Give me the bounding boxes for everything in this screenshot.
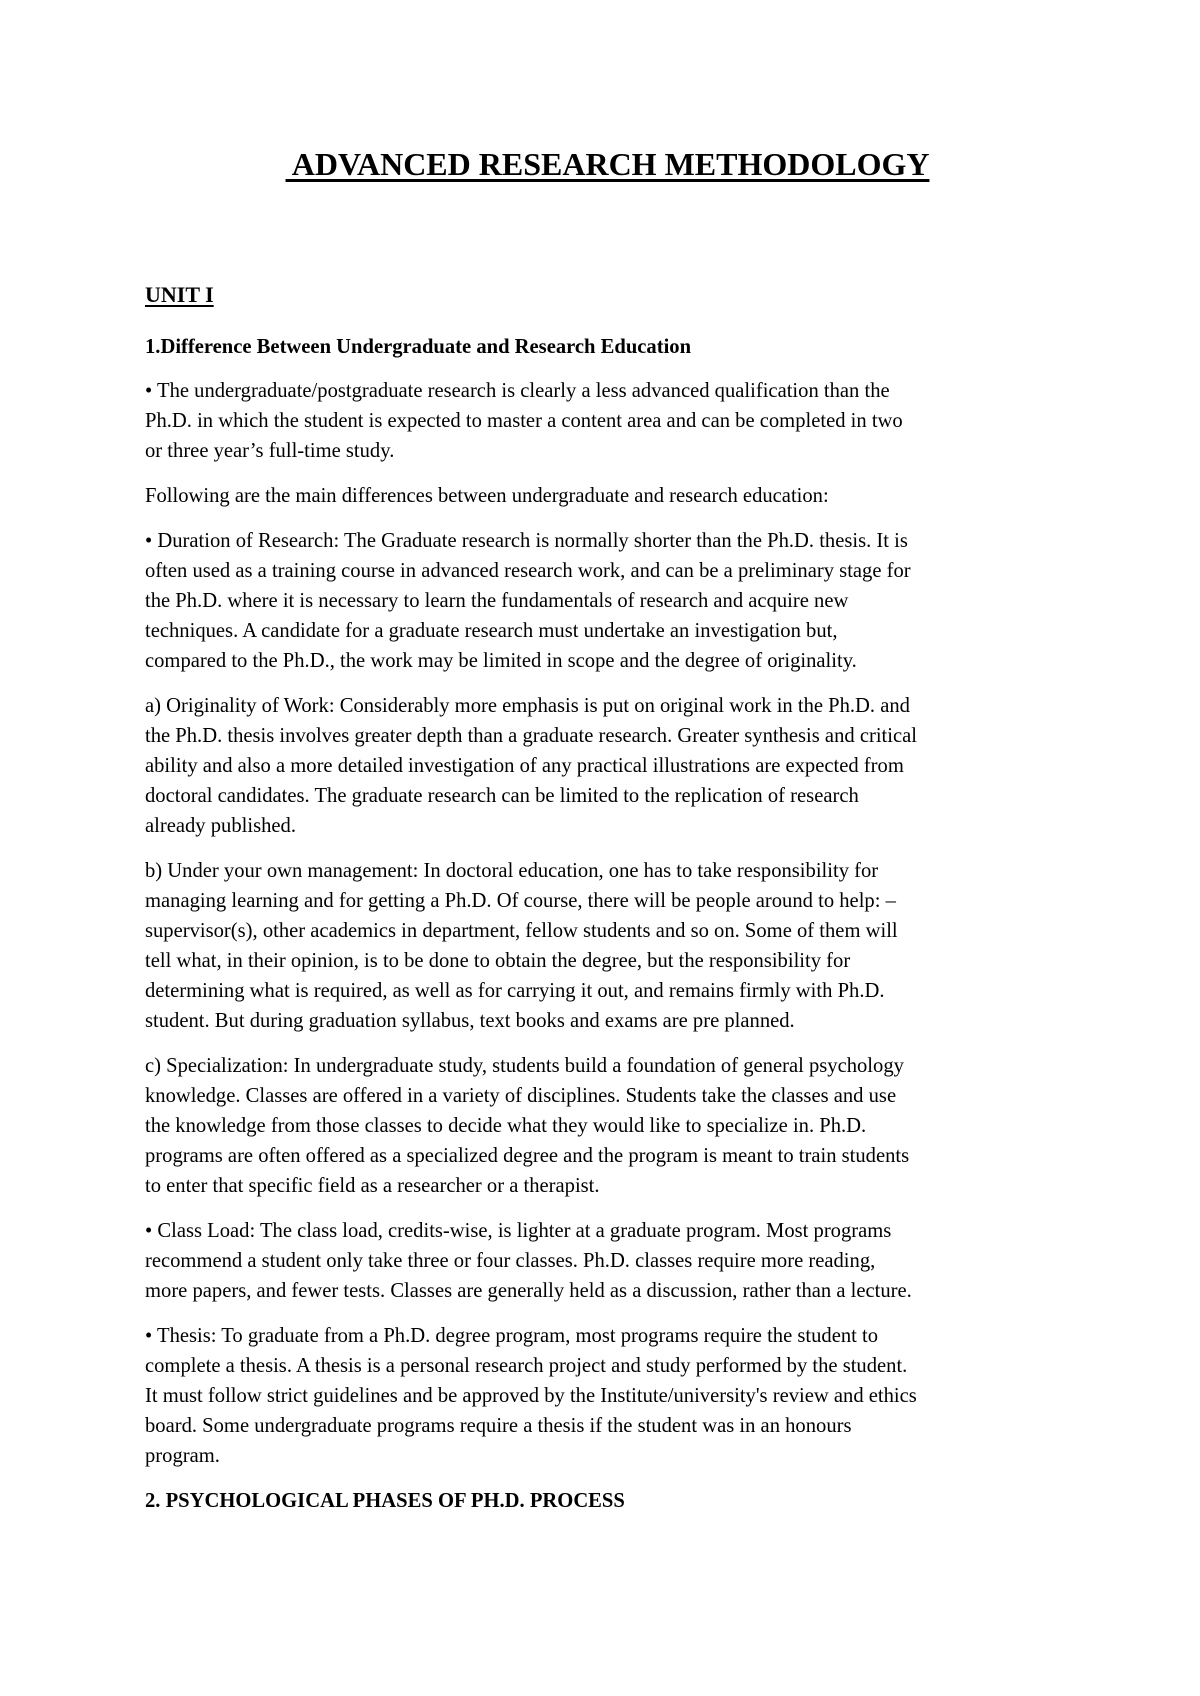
- unit-heading: UNIT I: [145, 282, 214, 307]
- document-title: ADVANCED RESEARCH METHODOLOGY: [285, 146, 930, 182]
- paragraph-line: the knowledge from those classes to decide what they would like to specialize in. Ph.D.: [145, 1115, 867, 1137]
- paragraph-line: more papers, and fewer tests. Classes are generally held as a discussion, rather than a lecture.: [145, 1280, 912, 1302]
- paragraph-line: • Class Load: The class load, credits-wise, is lighter at a graduate program. Most programs: [145, 1220, 892, 1242]
- paragraph-line: programs are often offered as a specialized degree and the program is meant to train students: [145, 1145, 910, 1167]
- paragraph-line: the Ph.D. where it is necessary to learn the fundamentals of research and acquire new: [145, 590, 849, 612]
- paragraph-line: Ph.D. in which the student is expected to master a content area and can be completed in two: [145, 410, 903, 432]
- paragraph-line: often used as a training course in advanced research work, and can be a preliminary stage for: [145, 560, 911, 582]
- paragraph-management: [145, 856, 1070, 1036]
- paragraph-line: c) Specialization: In undergraduate study, students build a foundation of general psychology: [145, 1055, 904, 1077]
- paragraph-line: ability and also a more detailed investigation of any practical illustrations are expected from: [145, 755, 904, 777]
- paragraph-line: the Ph.D. thesis involves greater depth than a graduate research. Greater synthesis and critical: [145, 725, 917, 747]
- paragraph-differences-intro: [145, 481, 1070, 511]
- paragraph-thesis: [145, 1321, 1070, 1471]
- paragraph-specialization: [145, 1051, 1070, 1201]
- paragraph-line: managing learning and for getting a Ph.D. Of course, there will be people around to help: –: [145, 890, 896, 912]
- paragraph-originality: [145, 691, 1070, 841]
- paragraph-line: doctoral candidates. The graduate research can be limited to the replication of research: [145, 785, 859, 807]
- paragraph-line: board. Some undergraduate programs require a thesis if the student was in an honours: [145, 1415, 852, 1437]
- paragraph-line: It must follow strict guidelines and be approved by the Institute/university's review and ethics: [145, 1385, 917, 1407]
- paragraph-line: • The undergraduate/postgraduate research is clearly a less advanced qualification than the: [145, 380, 890, 402]
- paragraph-line: tell what, in their opinion, is to be done to obtain the degree, but the responsibility for: [145, 950, 851, 972]
- paragraph-line: compared to the Ph.D., the work may be limited in scope and the degree of originality.: [145, 650, 857, 672]
- paragraph-duration: [145, 526, 1070, 676]
- paragraph-line: program.: [145, 1445, 220, 1467]
- paragraph-line: or three year’s full-time study.: [145, 440, 395, 462]
- paragraph-line: techniques. A candidate for a graduate research must undertake an investigation but,: [145, 620, 838, 642]
- paragraph-line: recommend a student only take three or four classes. Ph.D. classes require more reading,: [145, 1250, 876, 1272]
- paragraph-line: supervisor(s), other academics in department, fellow students and so on. Some of them will: [145, 920, 898, 942]
- paragraph-line: • Duration of Research: The Graduate research is normally shorter than the Ph.D. thesis. It is: [145, 530, 908, 552]
- paragraph-line: a) Originality of Work: Considerably more emphasis is put on original work in the Ph.D. and: [145, 695, 910, 717]
- paragraph-line: • Thesis: To graduate from a Ph.D. degree program, most programs require the student to: [145, 1325, 879, 1347]
- paragraph-line: knowledge. Classes are offered in a variety of disciplines. Students take the classes and use: [145, 1085, 897, 1107]
- paragraph-line: student. But during graduation syllabus, text books and exams are pre planned.: [145, 1010, 795, 1032]
- section-1-heading: 1.Difference Between Undergraduate and Research Education: [145, 336, 692, 358]
- paragraph-line: Following are the main differences between undergraduate and research education:: [145, 485, 829, 507]
- document-body: [145, 332, 1070, 1530]
- section-2-heading: 2. PSYCHOLOGICAL PHASES OF PH.D. PROCESS: [145, 1490, 625, 1512]
- paragraph-line: b) Under your own management: In doctoral education, one has to take responsibility for: [145, 860, 879, 882]
- paragraph-line: determining what is required, as well as for carrying it out, and remains firmly with Ph.D.: [145, 980, 885, 1002]
- paragraph-line: complete a thesis. A thesis is a personal research project and study performed by the student.: [145, 1355, 908, 1377]
- paragraph-intro: [145, 376, 1070, 466]
- paragraph-line: already published.: [145, 815, 296, 837]
- paragraph-class-load: [145, 1216, 1070, 1306]
- paragraph-line: to enter that specific field as a researcher or a therapist.: [145, 1175, 600, 1197]
